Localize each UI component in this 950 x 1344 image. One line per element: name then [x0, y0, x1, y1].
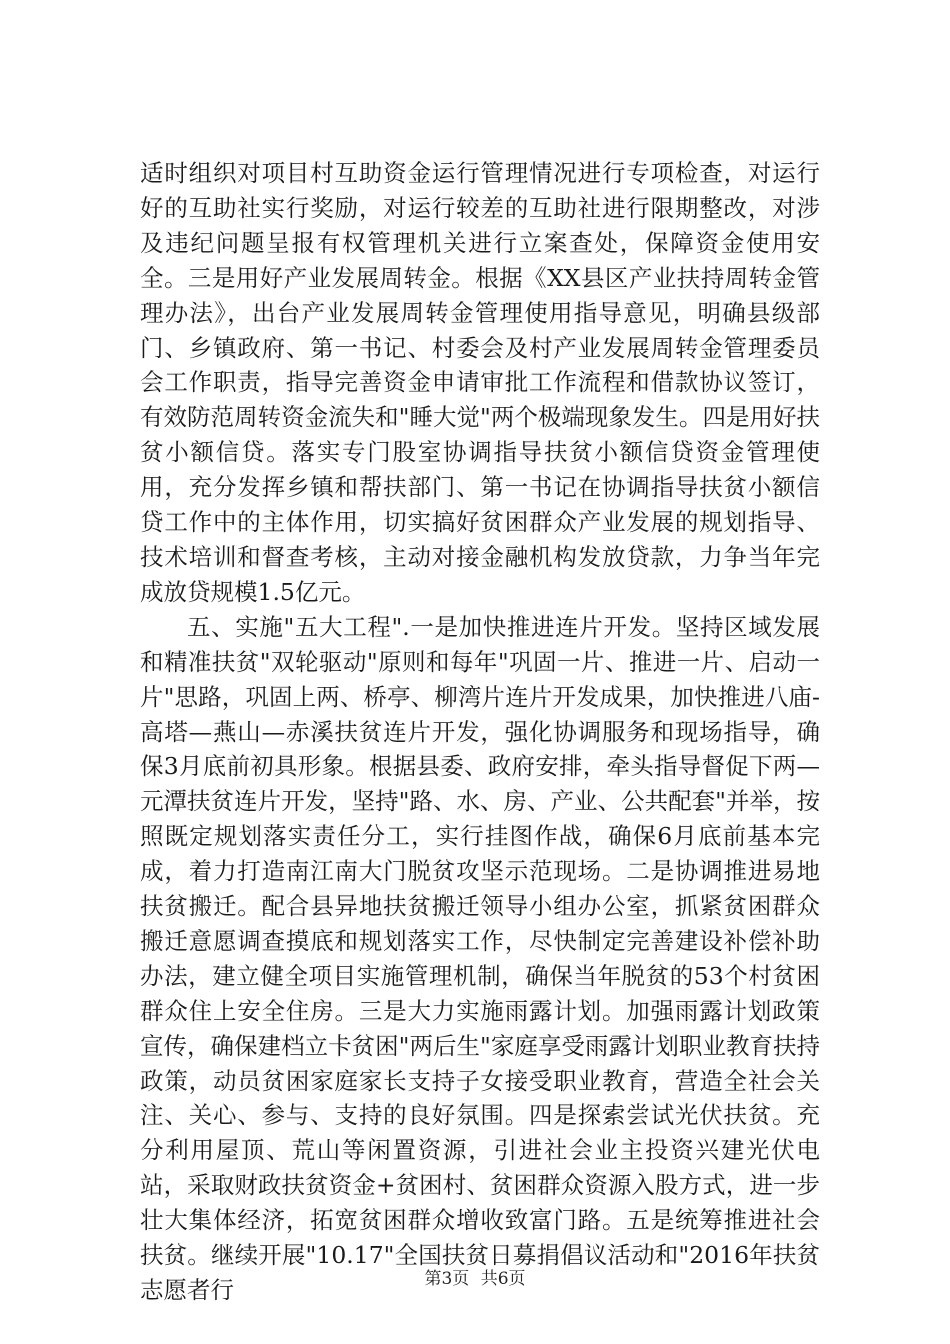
- paragraph-continuation: 适时组织对项目村互助资金运行管理情况进行专项检查，对运行好的互助社实行奖励，对运行较差的互助社进行限期整改，对涉及违纪问题呈报有权管理机关进行立案查处，保障资金使用安全。三是用好产业发展周转金。根据《XX县区产业扶持周转金管理办法》，出台产业发展周转金管理使用指导意见，明确县级部门、乡镇政府、第一书记、村委会及村产业发展周转金管理委员会工作职责，指导完善资金申请审批工作流程和借款协议签订，有效防范周转资金流失和"睡大觉"两个极端现象发生。四是用好扶贫小额信贷。落实专门股室协调指导扶贫小额信贷资金管理使用，充分发挥乡镇和帮扶部门、第一书记在协调指导扶贫小额信贷工作中的主体作用，切实搞好贫困群众产业发展的规划指导、技术培训和督查考核，主动对接金融机构发放贷款，力争当年完成放贷规模1.5亿元。: [140, 159, 820, 606]
- document-body: [140, 156, 820, 1308]
- page-number: 第3页: [424, 1269, 470, 1289]
- page-total: 共6页: [480, 1269, 526, 1289]
- paragraph-section-five: 五、实施"五大工程".一是加快推进连片开发。坚持区域发展和精准扶贫"双轮驱动"原则和每年"巩固一片、推进一片、启动一片"思路，巩固上两、桥亭、柳湾片连片开发成果，加快推进八庙-高塔—燕山—赤溪扶贫连片开发，强化协调服务和现场指导，确保3月底前初具形象。根据县委、政府安排，牵头指导督促下两—元潭扶贫连片开发，坚持"路、水、房、产业、公共配套"并举，按照既定规划落实责任分工，实行挂图作战，确保6月底前基本完成，着力打造南江南大门脱贫攻坚示范现场。二是协调推进易地扶贫搬迁。配合县异地扶贫搬迁领导小组办公室，抓紧贫困群众搬迁意愿调查摸底和规划落实工作，尽快制定完善建设补偿补助办法，建立健全项目实施管理机制，确保当年脱贫的53个村贫困群众住上安全住房。三是大力实施雨露计划。加强雨露计划政策宣传，确保建档立卡贫困"两后生"家庭享受雨露计划职业教育扶持政策，动员贫困家庭家长支持子女接受职业教育，营造全社会关注、关心、参与、支持的良好氛围。四是探索尝试光伏扶贫。充分利用屋顶、荒山等闲置资源，引进社会业主投资兴建光伏电站，采取财政扶贫资金+贫困村、贫困群众资源入股方式，进一步壮大集体经济，拓宽贫困群众增收致富门路。五是统筹推进社会扶贫。继续开展"10.17"全国扶贫日募捐倡议活动和"2016年扶贫志愿者行: [140, 612, 820, 1304]
- page-footer: [0, 1264, 950, 1289]
